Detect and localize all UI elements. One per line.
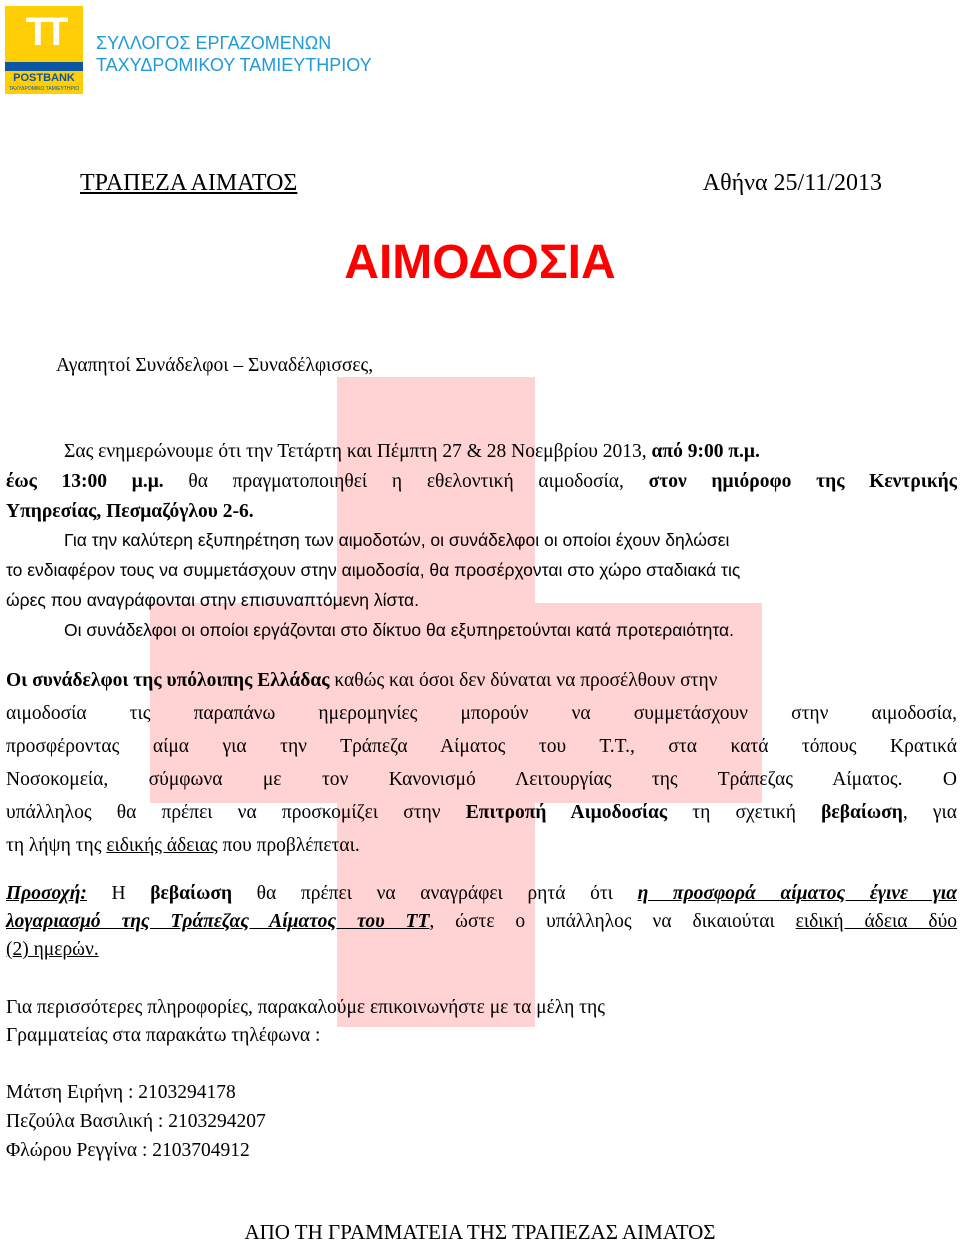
contact-list [6, 1078, 266, 1165]
paragraph-line: Για την καλύτερη εξυπηρέτηση των αιμοδοτών, οι συνάδελφοι οι οποίοι έχουν δηλώσει [64, 530, 730, 550]
leave-days: ειδική άδεια δύο [795, 911, 957, 932]
certificate: βεβαίωση [150, 883, 233, 904]
paragraph-line: το ενδιαφέρον τους να συμμετάσχουν στην αιμοδοσία, θα προσέρχονται στο χώρο σταδιακά τις [6, 560, 741, 580]
paragraph-line: Νοσοκομεία, σύμφωνα με τον Κανονισμό Λειτουργίας της Τράπεζας Αίματος. Ο [6, 769, 957, 790]
text: θα πρέπει να αναγράφει ρητά ότι [232, 883, 638, 904]
paragraph-line [6, 437, 957, 467]
paragraph-line [6, 908, 957, 936]
text: Σας ενημερώνουμε ότι την Τετάρτη και Πέμπτη 27 & 28 Νοεμβρίου 2013, [64, 441, 652, 462]
greeting: Αγαπητοί Συνάδελφοι – Συναδέλφισσες, [56, 355, 374, 376]
contact-item: Φλώρου Ρεγγίνα : 2103704912 [6, 1140, 250, 1161]
committee: Επιτροπή Αιμοδοσίας [465, 802, 668, 823]
paragraph-arrangements [6, 525, 957, 645]
certificate: βεβαίωση [821, 802, 903, 823]
paragraph-rest-of-greece [6, 666, 957, 864]
blood-bank-heading: ΤΡΑΠΕΖΑ ΑΙΜΑΤΟΣ [80, 170, 298, 196]
contact-item: Μάτση Ειρήνη : 2103294178 [6, 1082, 236, 1103]
postbank-logo [5, 6, 83, 94]
logo-band [5, 62, 83, 71]
attention-label: Προσοχή: [6, 883, 87, 904]
signature-footer: ΑΠΟ ΤΗ ΓΡΑΜΜΑΤΕΙΑ ΤΗΣ ΤΡΑΠΕΖΑΣ ΑΙΜΑΤΟΣ [244, 1220, 716, 1244]
special-leave: ειδικής άδειας [106, 835, 218, 856]
location: στον ημιόροφο της Κεντρικής [648, 471, 957, 492]
paragraph-line [6, 798, 957, 831]
text: , για [902, 802, 957, 823]
document-date: Αθήνα 25/11/2013 [702, 170, 882, 196]
paragraph-line: ώρες που αναγράφονται στην επισυναπτόμενη λίστα. [6, 590, 419, 610]
paragraph-dates [6, 437, 957, 527]
paragraph-contact [6, 994, 957, 1050]
highlight: Οι συνάδελφοι της υπόλοιπης Ελλάδας [6, 670, 330, 691]
paragraph-line: Για περισσότερες πληροφορίες, παρακαλούμε επικοινωνήστε με τα μέλη της [6, 997, 605, 1018]
text: που προβλέπεται. [217, 835, 360, 856]
text: καθώς και όσοι δεν δύναται να προσέλθουν στην [329, 670, 718, 691]
text: τη σχετική [667, 802, 822, 823]
association-line-2: ΤΑΧΥΔΡΟΜΙΚΟΥ ΤΑΜΙΕΥΤΗΡΙΟΥ [96, 55, 372, 75]
contact-item: Πεζούλα Βασιλική : 2103294207 [6, 1111, 266, 1132]
text: Η [86, 883, 151, 904]
paragraph-line: Οι συνάδελφοι οι οποίοι εργάζονται στο δίκτυο θα εξυπηρετούνται κατά προτεραιότητα. [64, 620, 734, 640]
paragraph-line: Γραμματείας στα παρακάτω τηλέφωνα : [6, 1025, 321, 1046]
logo-tt-mark: TT [25, 10, 63, 54]
logo-subline: ΤΑΧΥΔΡΟΜΙΚΟ ΤΑΜΙΕΥΤΗΡΙΟ [8, 86, 80, 92]
address-line: Υπηρεσίας, Πεσμαζόγλου 2-6. [6, 501, 254, 522]
statement: λογαριασμό της Τράπεζας Αίματος του ΤΤ [6, 911, 430, 932]
paragraph-line: προσφέροντας αίμα για την Τράπεζα Αίματος του Τ.Τ., στα κατά τόπους Κρατικά [6, 736, 957, 757]
time-start: από 9:00 π.μ. [651, 441, 760, 462]
paragraph-line [6, 467, 957, 497]
time-end: έως 13:00 μ.μ. [6, 471, 164, 492]
paragraph-line [6, 666, 957, 699]
paragraph-line: (2) ημερών. [6, 939, 99, 960]
statement: η προσφορά αίματος έγινε για [637, 883, 957, 904]
paragraph-line [6, 880, 957, 908]
text: υπάλληλος θα πρέπει να προσκομίζει στην [6, 802, 466, 823]
association-line-1: ΣΥΛΛΟΓΟΣ ΕΡΓΑΖΟΜΕΝΩΝ [96, 33, 332, 53]
paragraph-line: αιμοδοσία τις παραπάνω ημερομηνίες μπορούν να συμμετάσχουν στην αιμοδοσία, [6, 703, 957, 724]
association-name [96, 32, 372, 76]
paragraph-line [6, 831, 957, 864]
text: , ώστε ο υπάλληλος να δικαιούται [429, 911, 796, 932]
main-title: ΑΙΜΟΔΟΣΙΑ [344, 236, 616, 289]
text: τη λήψη της [6, 835, 107, 856]
text: θα πραγματοποιηθεί η εθελοντική αιμοδοσία, [163, 471, 649, 492]
paragraph-attention [6, 880, 957, 964]
logo-brand: POSTBANK [13, 72, 75, 84]
